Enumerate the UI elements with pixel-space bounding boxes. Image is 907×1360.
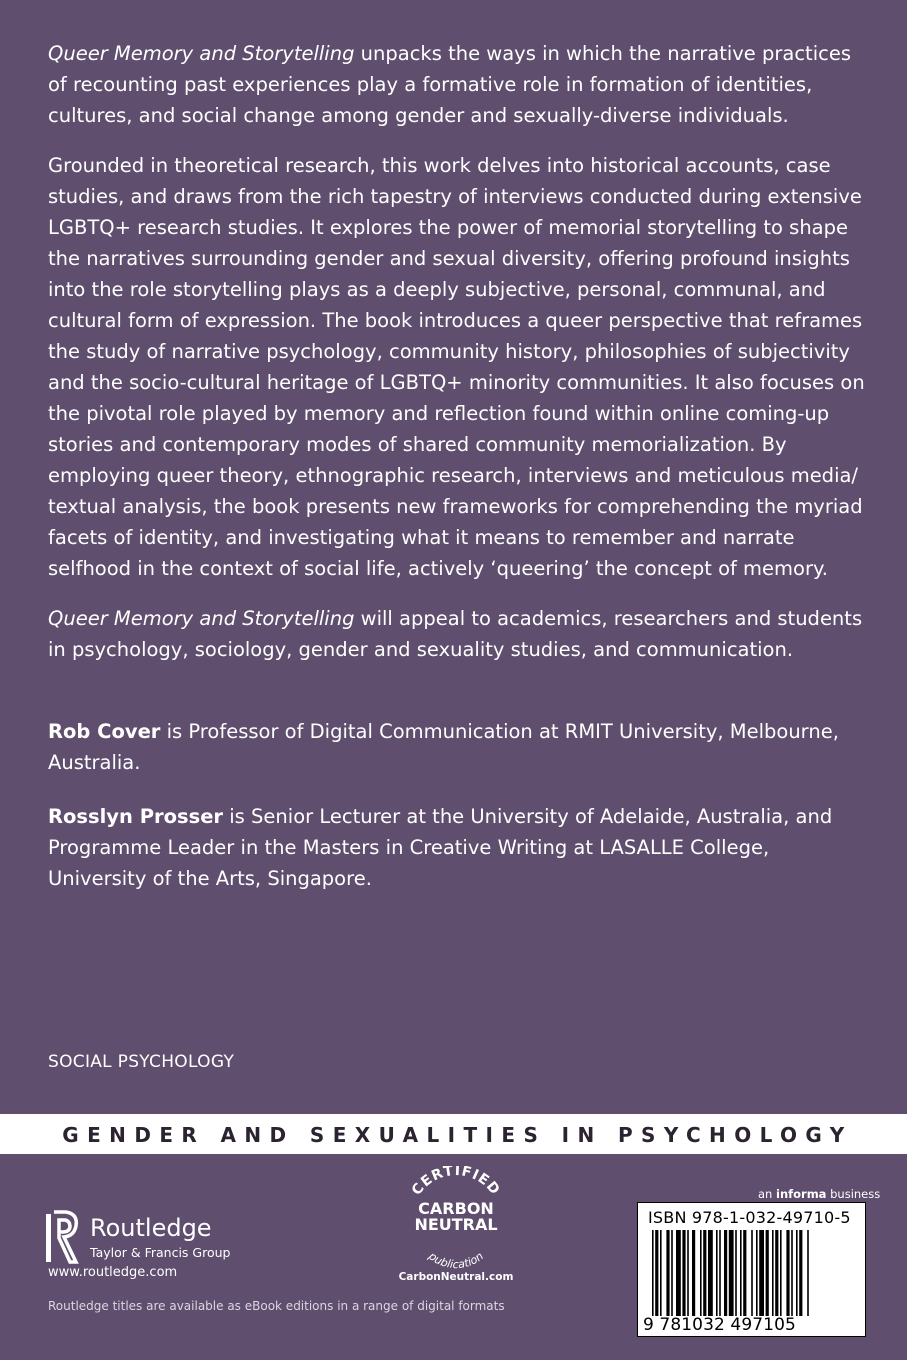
barcode-bar — [703, 1230, 706, 1316]
barcode-digits: 9 781032 497105 — [643, 1315, 796, 1335]
book-title: Queer Memory and Storytelling — [48, 42, 355, 65]
subject-category: SOCIAL PSYCHOLOGY — [48, 1052, 235, 1072]
barcode-bar — [756, 1230, 758, 1316]
author-name: Rosslyn Prosser — [48, 805, 224, 828]
barcode-bar — [780, 1230, 782, 1316]
barcode-bar — [786, 1230, 789, 1316]
routledge-r-icon — [46, 1210, 82, 1266]
barcode-bars — [638, 1230, 865, 1320]
barcode-bar — [796, 1230, 798, 1316]
blurb-paragraph-1: Queer Memory and Storytelling unpacks the ways in which the narrative practices of recounting past experiences play a formative role in formation of identities, cultures, and social change among gender and sexually-diverse individuals. — [48, 42, 851, 127]
barcode-bar — [652, 1230, 654, 1316]
barcode-bar — [735, 1230, 737, 1316]
barcode-bar — [655, 1230, 658, 1316]
barcode-bar — [766, 1230, 769, 1316]
svg-text:CERTIFIED — [409, 1166, 503, 1198]
svg-text:publication — [425, 1249, 486, 1271]
carbon-main-text-2: NEUTRAL — [414, 1215, 498, 1234]
blurb-paragraph-2: Grounded in theoretical research, this work delves into historical accounts, case studies, and draws from the rich tapestry of interviews conducted during extensive LGBTQ+ research studies. It explores the power of memorial storytelling to shape the narratives surrounding gender and sexual diversity, offering profound insights into the role storytelling plays as a deeply subjective, personal, communal, and cultural form of expression. The book introduces a queer perspective that reframes the study of narrative psychology, community history, philosophies of subjectivity and the socio-cultural heritage of LGBTQ+ minority communities. It also focuses on the pivotal role played by memory and reflection found within online coming-up stories and contemporary modes of shared community memorialization. By employing queer theory, ethnographic research, interviews and meticulous media/ textual analysis, the book presents new frameworks for comprehending the myriad facets of identity, and investigating what it means to remember and narrate selfhood in the context of social life, actively ‘queering’ the concept of memory. — [48, 154, 865, 580]
barcode-bar — [671, 1230, 673, 1316]
publisher-group: Taylor & Francis Group — [90, 1245, 231, 1260]
barcode-bar — [729, 1230, 734, 1316]
barcode-bar — [700, 1230, 702, 1316]
carbon-main-text-1: CARBON — [418, 1199, 494, 1218]
barcode-bar — [772, 1230, 774, 1316]
back-cover-blurb — [48, 38, 868, 684]
barcode-bar — [799, 1230, 802, 1316]
barcode-bar — [807, 1230, 809, 1316]
isbn-barcode — [637, 1202, 866, 1337]
informa-tagline: an informa business — [758, 1187, 881, 1201]
barcode-bar — [716, 1230, 718, 1316]
carbon-url: CarbonNeutral.com — [398, 1271, 514, 1283]
blurb-paragraph-3: Queer Memory and Storytelling will appeal to academics, researchers and students in psychology, sociology, gender and sexuality studies, and communication. — [48, 607, 863, 661]
publisher-name: Routledge — [90, 1214, 212, 1242]
series-band — [0, 1114, 907, 1154]
series-title: GENDER AND SEXUALITIES IN PSYCHOLOGY — [62, 1123, 853, 1147]
author-bio-1: Rob Cover is Professor of Digital Communication at RMIT University, Melbourne, Australia. — [48, 720, 839, 774]
barcode-bar — [719, 1230, 721, 1316]
barcode-bar — [682, 1230, 685, 1316]
ebook-note: Routledge titles are available as eBook editions in a range of digital formats — [48, 1299, 505, 1313]
isbn-label: ISBN 978-1-032-49710-5 — [648, 1208, 851, 1227]
carbon-certified-text: CERTIFIED — [408, 1166, 504, 1199]
barcode-bar — [743, 1230, 746, 1316]
barcode-bar — [666, 1230, 669, 1316]
barcode-bar — [775, 1230, 778, 1316]
carbon-publication-text: publication — [426, 1249, 486, 1272]
publisher-url: www.routledge.com — [48, 1265, 178, 1280]
author-name: Rob Cover — [48, 720, 161, 743]
author-bio-2: Rosslyn Prosser is Senior Lecturer at the University of Adelaide, Australia, and Programme Leader in the Masters in Creative Writing at LASALLE College, University of the Arts, Singapore. — [48, 805, 833, 890]
barcode-bar — [676, 1230, 681, 1316]
barcode-bar — [724, 1230, 727, 1316]
barcode-bar — [759, 1230, 764, 1316]
barcode-bar — [708, 1230, 713, 1316]
barcode-bar — [687, 1230, 689, 1316]
routledge-logo — [46, 1210, 306, 1270]
book-title: Queer Memory and Storytelling — [48, 607, 355, 630]
barcode-bar — [751, 1230, 753, 1316]
barcode-bar — [692, 1230, 695, 1316]
carbon-neutral-logo — [396, 1166, 516, 1286]
barcode-bar — [791, 1230, 793, 1316]
barcode-bar — [660, 1230, 662, 1316]
barcode-bar — [740, 1230, 742, 1316]
